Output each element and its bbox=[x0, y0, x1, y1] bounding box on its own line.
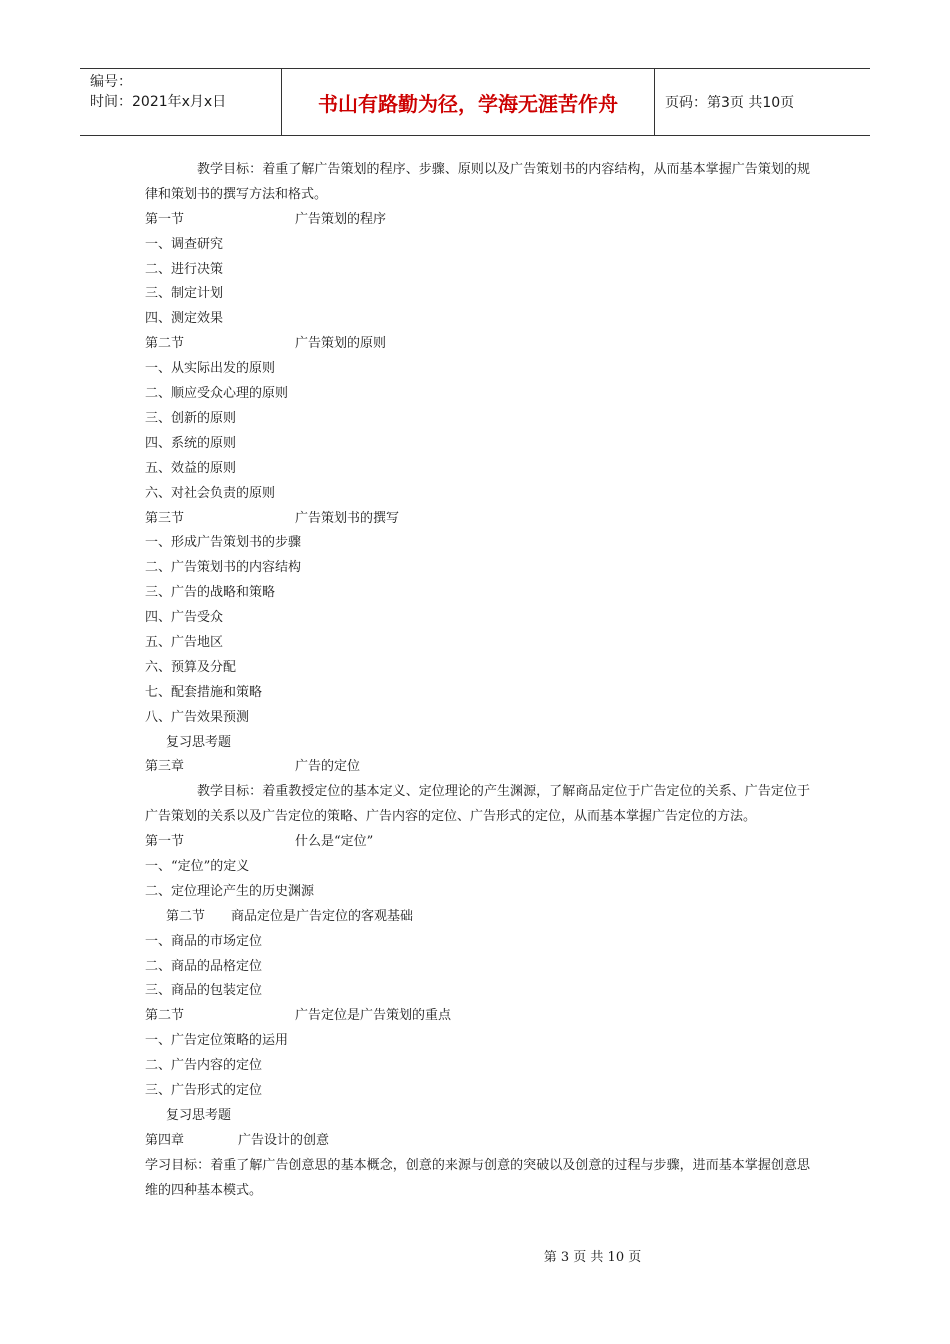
section-heading: 第二节 广告定位是广告策划的重点 bbox=[145, 1008, 452, 1024]
list-item: 二、顺应受众心理的原则 bbox=[145, 386, 289, 402]
list-item: 四、测定效果 bbox=[145, 311, 224, 327]
list-item: 三、创新的原则 bbox=[145, 410, 237, 426]
review-questions: 复习思考题 bbox=[166, 1107, 232, 1123]
list-item: 六、预算及分配 bbox=[145, 659, 237, 675]
section-heading: 第二节 广告策划的原则 bbox=[145, 336, 387, 352]
list-item: 四、系统的原则 bbox=[145, 435, 237, 451]
list-item: 三、商品的包装定位 bbox=[145, 983, 263, 999]
page-header bbox=[80, 68, 870, 136]
review-questions: 复习思考题 bbox=[166, 734, 232, 750]
list-item: 一、商品的市场定位 bbox=[145, 933, 263, 949]
section-heading: 第一节 广告策划的程序 bbox=[145, 211, 387, 227]
chapter2-objective: 教学目标：着重了解广告策划的程序、步骤、原则以及广告策划书的内容结构，从而基本掌握广告策划的规律和策划书的撰写方法和格式。 bbox=[145, 162, 810, 202]
header-meta bbox=[80, 69, 282, 135]
list-item: 七、配套措施和策略 bbox=[145, 684, 263, 700]
page-footer bbox=[0, 1246, 950, 1265]
list-item: 三、制定计划 bbox=[145, 286, 224, 302]
list-item: 一、形成广告策划书的步骤 bbox=[145, 535, 302, 551]
list-item: 二、广告策划书的内容结构 bbox=[145, 560, 302, 576]
list-item: 四、广告受众 bbox=[145, 610, 224, 626]
list-item: 二、进行决策 bbox=[145, 261, 224, 277]
list-item: 二、广告内容的定位 bbox=[145, 1058, 263, 1074]
chapter3-objective: 教学目标：着重教授定位的基本定义、定位理论的产生渊源，了解商品定位于广告定位的关系、广告定位于广告策划的关系以及广告定位的策略、广告内容的定位、广告形式的定位，从而基本掌握广告定位的方法。 bbox=[145, 784, 810, 825]
chapter-heading: 第四章 广告设计的创意 bbox=[145, 1132, 330, 1148]
list-item: 五、效益的原则 bbox=[145, 460, 237, 476]
list-item: 二、商品的品格定位 bbox=[145, 958, 263, 974]
list-item: 一、从实际出发的原则 bbox=[145, 361, 276, 377]
list-item: 一、调查研究 bbox=[145, 236, 224, 252]
document-body bbox=[145, 158, 810, 1204]
document-time: 时间：2021年x月x日 bbox=[90, 94, 227, 110]
list-item: 三、广告形式的定位 bbox=[145, 1083, 263, 1099]
section-heading: 第一节 什么是“定位” bbox=[145, 834, 374, 850]
chapter4-objective: 学习目标：着重了解广告创意思的基本概念，创意的来源与创意的突破以及创意的过程与步骤，进而基本掌握创意思维的四种基本模式。 bbox=[145, 1157, 810, 1198]
footer-page-number: 第 3 页 共 10 页 bbox=[543, 1250, 642, 1265]
section-heading: 第三节 广告策划书的撰写 bbox=[145, 510, 400, 526]
list-item: 六、对社会负责的原则 bbox=[145, 485, 276, 501]
section-heading: 第二节 商品定位是广告定位的客观基础 bbox=[166, 908, 414, 924]
header-motto: 书山有路勤为径，学海无涯苦作舟 bbox=[282, 69, 655, 135]
header-page-number: 页码：第3页 共10页 bbox=[665, 95, 795, 111]
list-item: 五、广告地区 bbox=[145, 634, 224, 650]
list-item: 一、“定位”的定义 bbox=[145, 859, 250, 874]
list-item: 三、广告的战略和策略 bbox=[145, 585, 276, 601]
list-item: 一、广告定位策略的运用 bbox=[145, 1033, 289, 1049]
list-item: 八、广告效果预测 bbox=[145, 709, 250, 725]
document-code: 编号： bbox=[90, 74, 132, 90]
list-item: 二、定位理论产生的历史渊源 bbox=[145, 883, 315, 899]
chapter-heading: 第三章 广告的定位 bbox=[145, 759, 361, 775]
